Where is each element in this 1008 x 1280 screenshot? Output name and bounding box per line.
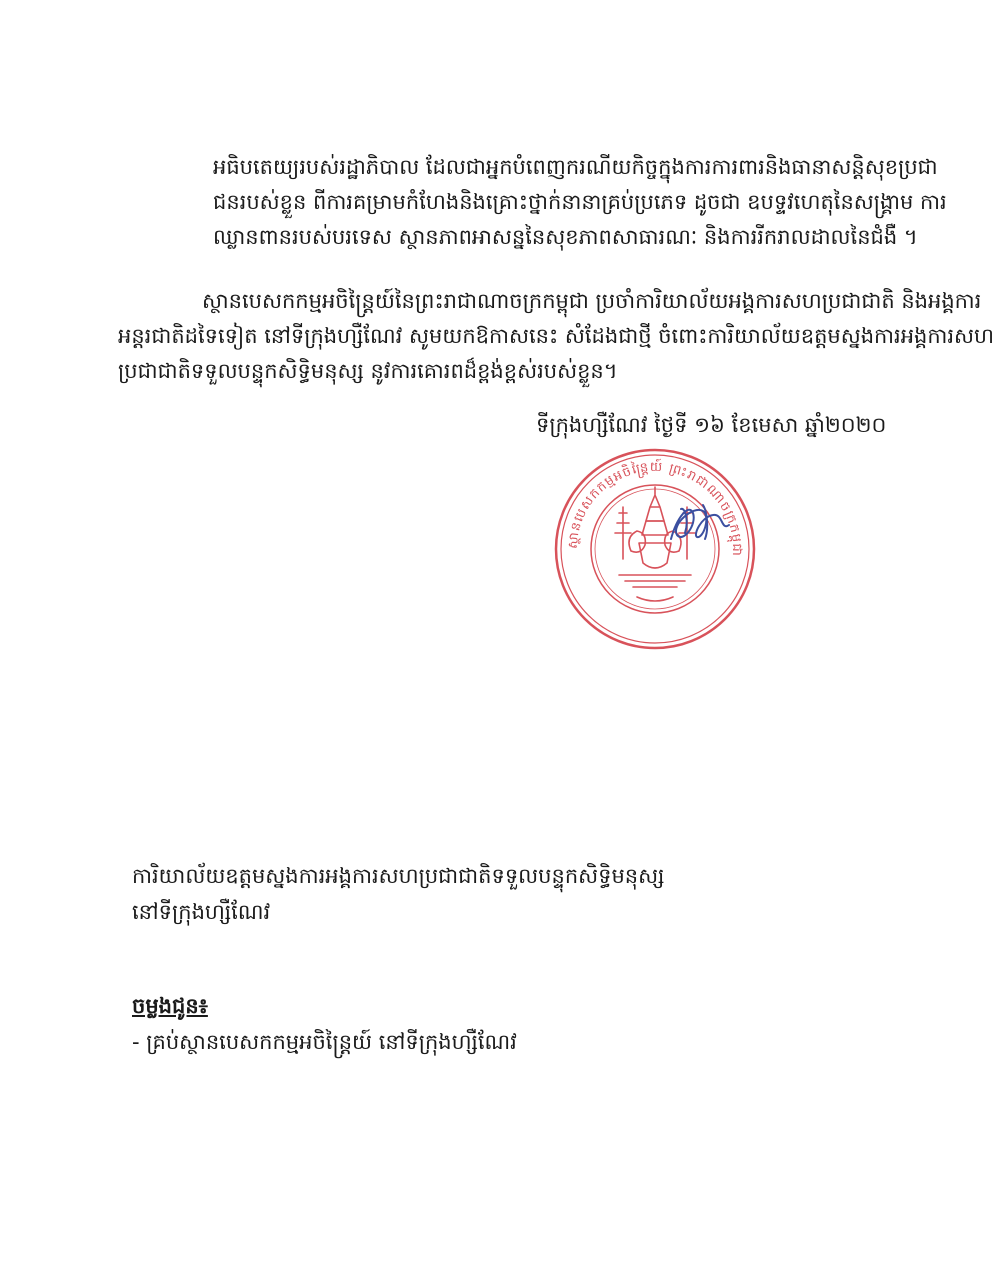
paragraph-2-line-2: អន្តរជាតិដទៃទៀត នៅទីក្រុងហ្សឺណែវ សូមយកឱកាសនេះ សំដែងជាថ្មី ចំពោះការិយាល័យឧត្តមស្នងការអង្គការសហ	[118, 324, 995, 348]
seal-emblem-icon	[615, 487, 695, 601]
recipient-name: ការិយាល័យឧត្តមស្នងការអង្គការសហប្រជាជាតិទទួលបន្ទុកសិទ្ធិមនុស្ស	[132, 864, 665, 888]
paragraph-1-line-2: ជនរបស់ខ្លួន ពីការគម្រាមកំហែងនិងគ្រោះថ្នាក់នានាគ្រប់ប្រភេទ ដូចជា ឧបទ្ទវហេតុនៃសង្គ្រាម ការ	[213, 190, 947, 214]
copy-to-block	[132, 988, 517, 1060]
recipient-city: នៅទីក្រុងហ្សឺណែវ	[132, 900, 271, 924]
date-place-line: ទីក្រុងហ្សឺណែវ ថ្ងៃទី ១៦ ខែមេសា ឆ្នាំ២០២០	[536, 413, 887, 437]
copy-to-item: - គ្រប់ស្ថានបេសកកម្មអចិន្ត្រៃយ៍ នៅទីក្រុងហ្សឺណែវ	[132, 1030, 517, 1054]
official-seal	[553, 447, 757, 651]
paragraph-1-line-3: ឈ្លានពានរបស់បរទេស ស្ថានភាពអាសន្ននៃសុខភាពសាធារណៈ និងការរីករាលដាលនៃជំងឺ ។	[213, 225, 918, 249]
paragraph-2-line-1: ស្ថានបេសកកម្មអចិន្ត្រៃយ៍នៃព្រះរាជាណាចក្រកម្ពុជា ប្រចាំការិយាល័យអង្គការសហប្រជាជាតិ និងអង្គការ	[202, 289, 982, 313]
copy-to-heading: ចម្លងជូន៖	[132, 994, 208, 1018]
recipient-block	[132, 858, 664, 930]
body-paragraph-1	[213, 150, 953, 255]
paragraph-2-line-3: ប្រជាជាតិទទួលបន្ទុកសិទ្ធិមនុស្ស នូវការគោរពដ៏ខ្ពង់ខ្ពស់របស់ខ្លួន។	[118, 359, 618, 383]
paragraph-1-line-1: អធិបតេយ្យរបស់រដ្ឋាភិបាល ដែលជាអ្នកបំពេញករណីយកិច្ចក្នុងការការពារនិងធានាសន្តិសុខប្រជា	[213, 155, 938, 179]
seal-ring-text: ស្ថានបេសកកម្មអចិន្ត្រៃយ៍ ព្រះរាជាណាចក្រកម្ពុជា	[565, 459, 745, 557]
body-paragraph-2	[118, 284, 995, 389]
